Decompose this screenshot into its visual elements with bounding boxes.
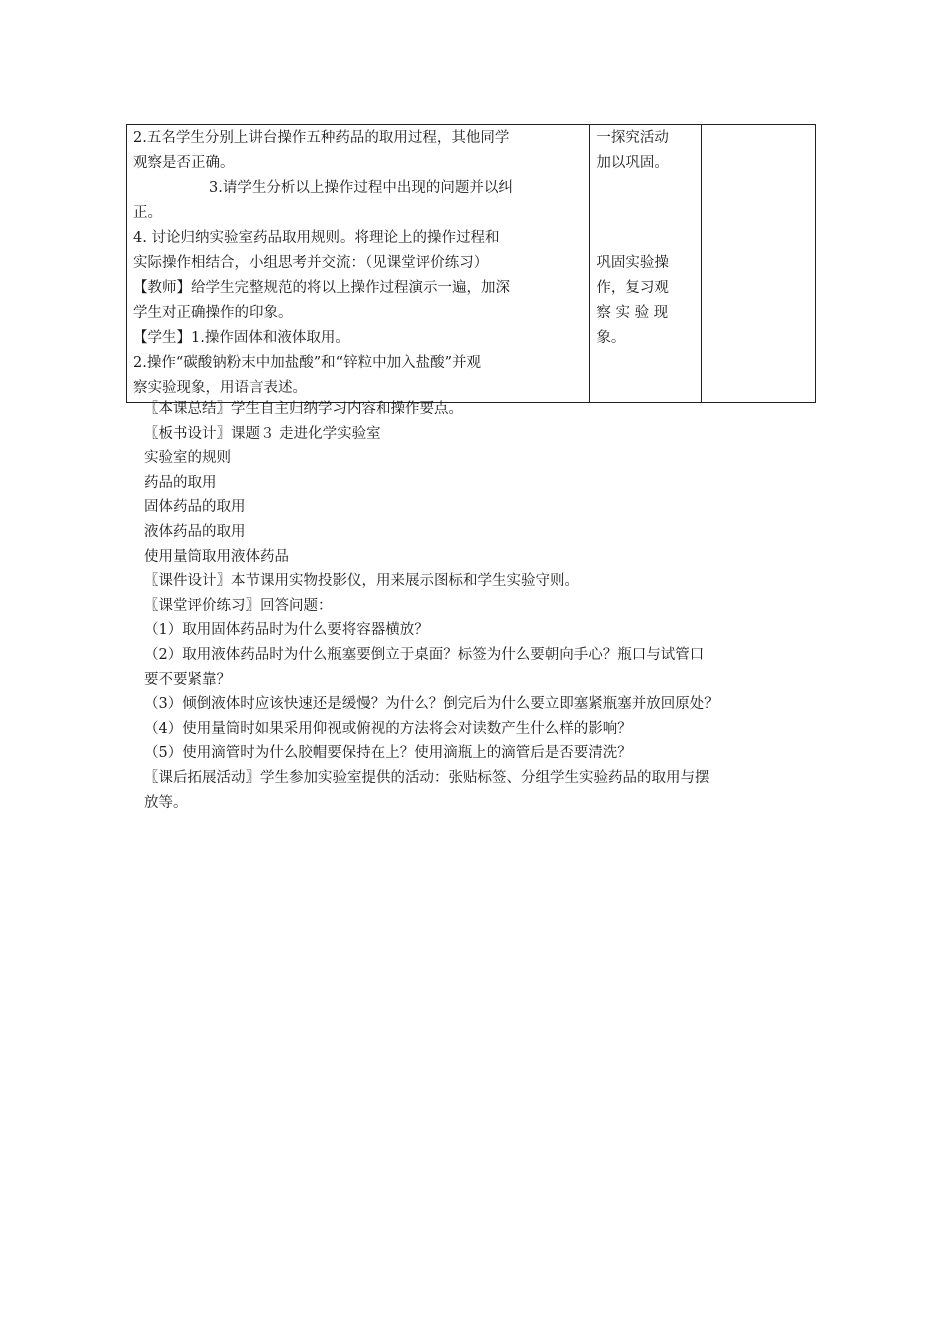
intent-line: 察 实 验 现	[596, 305, 669, 321]
activity-line: 实际操作相结合，小组思考并交流：（见课堂评价练习）	[133, 255, 489, 271]
body-text	[144, 397, 810, 815]
courseware-line: 〖课件设计〗本节课用实物投影仪，用来展示图标和学生实验守则。	[144, 573, 579, 590]
table-row	[127, 125, 816, 403]
extension-line: 放等。	[144, 794, 188, 811]
activity-line: 观察是否正确。	[133, 155, 235, 171]
question-line: （4）使用量筒时如果采用仰视或俯视的方法将会对读数产生什么样的影响？	[144, 720, 632, 737]
board-item: 使用量筒取用液体药品	[144, 548, 289, 565]
question-line: （1）取用固体药品时为什么要将容器横放？	[144, 622, 429, 639]
activity-line: 正。	[133, 205, 162, 221]
question-line: （2）取用液体药品时为什么瓶塞要倒立于桌面？标签为什么要朝向手心？瓶口与试管口	[144, 646, 705, 663]
board-item: 液体药品的取用	[144, 523, 246, 540]
intent-line: 象。	[596, 330, 626, 346]
activity-line: 3.请学生分析以上操作过程中出现的问题并以纠	[209, 180, 513, 196]
question-line: （5）使用滴管时为什么胶帽要保持在上？使用滴瓶上的滴管后是否要清洗？	[144, 745, 632, 762]
activity-line: 2.操作“碳酸钠粉末中加盐酸”和“锌粒中加入盐酸”并观	[133, 355, 481, 371]
activity-line: 2.五名学生分别上讲台操作五种药品的取用过程，其他同学	[133, 130, 510, 146]
board-item: 固体药品的取用	[144, 499, 246, 516]
extension-line: 〖课后拓展活动〗学生参加实验室提供的活动：张贴标签、分组学生实验药品的取用与摆	[144, 769, 710, 786]
intent-line: 一探究活动	[596, 130, 669, 146]
activity-line: 【教师】给学生完整规范的将以上操作过程演示一遍，加深	[133, 280, 510, 296]
lesson-table	[126, 124, 816, 403]
board-item: 药品的取用	[144, 474, 217, 491]
question-line: 要不要紧靠？	[144, 671, 231, 688]
summary-line: 〖本课总结〗学生自主归纳学习内容和操作要点。	[144, 401, 463, 417]
activity-line: 学生对正确操作的印象。	[133, 305, 293, 321]
board-item: 实验室的规则	[144, 450, 231, 467]
activity-line: 【学生】1.操作固体和液体取用。	[133, 330, 350, 346]
question-line: （3）倾倒液体时应该快速还是缓慢？为什么？倒完后为什么要立即塞紧瓶塞并放回原处？	[144, 696, 719, 713]
activity-cell	[127, 125, 590, 403]
intent-line: 加以巩固。	[596, 155, 669, 171]
intent-spacer	[596, 176, 695, 251]
intent-cell	[590, 125, 702, 403]
blank-cell	[702, 125, 816, 403]
board-title: 〖板书设计〗课题３ 走进化学实验室	[144, 425, 381, 442]
intent-line: 巩固实验操	[596, 255, 669, 271]
activity-line: 察实验现象，用语言表述。	[133, 380, 307, 396]
activity-line: 4. 讨论归纳实验室药品取用规则。将理论上的操作过程和	[133, 230, 500, 246]
exercise-title: 〖课堂评价练习〗回答问题：	[144, 597, 333, 614]
intent-line: 作，复习观	[596, 280, 669, 296]
